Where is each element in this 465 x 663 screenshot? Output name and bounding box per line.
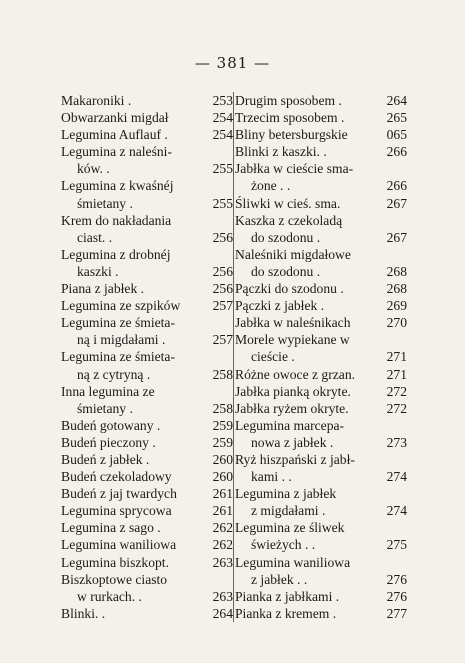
- entry-page-number: 258: [212, 366, 233, 382]
- index-entry: [235, 417, 409, 434]
- entry-page-number: 256: [212, 281, 233, 297]
- index-entry: [61, 571, 235, 588]
- entry-title: Śliwki w cieś. sma.: [235, 195, 341, 211]
- index-entry: [235, 451, 409, 468]
- entry-page-number: 263: [212, 554, 233, 570]
- index-entry: [235, 126, 409, 143]
- index-entry: [61, 246, 235, 263]
- index-entry: [61, 314, 235, 331]
- entry-title: Legumina z naleśni-: [61, 144, 172, 160]
- index-entry: [61, 160, 235, 177]
- index-entry: [61, 109, 235, 126]
- entry-title: Pianka z jabłkami .: [235, 588, 340, 604]
- entry-title: Legumina ze śmieta-: [61, 315, 175, 331]
- entry-title: Legumina waniliowa: [61, 537, 177, 553]
- index-entry: [61, 485, 235, 502]
- entry-title: Budeń gotowany .: [61, 417, 161, 433]
- index-entry: [235, 143, 409, 160]
- entry-title: z migdałami .: [251, 503, 326, 519]
- entry-title: Legumina z jabłek: [235, 486, 337, 502]
- index-entry: [235, 588, 409, 605]
- entry-page-number: 271: [386, 366, 407, 382]
- entry-title: Jabłka ryżem okryte.: [235, 400, 349, 416]
- index-entry: [61, 400, 235, 417]
- entry-page-number: 265: [386, 110, 407, 126]
- entry-page-number: 260: [212, 451, 233, 467]
- entry-page-number: 261: [212, 503, 233, 519]
- entry-page-number: 253: [212, 93, 233, 108]
- entry-title: Legumina waniliowa: [235, 554, 351, 570]
- index-entry: [61, 143, 235, 160]
- entry-title: do szodonu .: [251, 263, 321, 279]
- entry-title: śmietany .: [77, 400, 133, 416]
- index-entry: [235, 195, 409, 212]
- index-entry: [61, 417, 235, 434]
- entry-page-number: 261: [212, 486, 233, 502]
- entry-page-number: 254: [212, 110, 233, 126]
- index-entry: [61, 297, 235, 314]
- index-entry: [61, 468, 235, 485]
- entry-title: żone . .: [251, 178, 291, 194]
- index-entry: [61, 554, 235, 571]
- index-entry: [235, 177, 409, 194]
- index-entry: [235, 263, 409, 280]
- entry-title: Pianka z kremem .: [235, 605, 337, 621]
- index-entry: [61, 383, 235, 400]
- entry-page-number: 268: [386, 281, 407, 297]
- entry-title: Budeń czekoladowy: [61, 469, 172, 485]
- entry-page-number: 276: [386, 571, 407, 587]
- index-entry: [61, 536, 235, 553]
- index-entry: [235, 348, 409, 365]
- index-entry: [61, 263, 235, 280]
- entry-page-number: 255: [212, 161, 233, 177]
- entry-page-number: 254: [212, 127, 233, 143]
- entry-title: Pączki do szodonu .: [235, 281, 344, 297]
- entry-title: Jabłka pianką okryte.: [235, 383, 351, 399]
- index-entry: [235, 314, 409, 331]
- entry-title: Jabłka w cieście sma-: [235, 161, 354, 177]
- entry-page-number: 259: [212, 417, 233, 433]
- index-column-left: [61, 92, 235, 622]
- index-entry: [61, 331, 235, 348]
- entry-title: Budeń z jabłek .: [61, 451, 150, 467]
- entry-title: Krem do nakładania: [61, 212, 172, 228]
- entry-page-number: 264: [212, 605, 233, 621]
- index-entry: [235, 331, 409, 348]
- entry-page-number: 272: [386, 383, 407, 399]
- entry-title: Drugim sposobem .: [235, 93, 342, 108]
- entry-title: w rurkach. .: [77, 588, 142, 604]
- entry-page-number: 271: [386, 349, 407, 365]
- entry-title: Różne owoce z grzan.: [235, 366, 356, 382]
- entry-title: Legumina Auflauf .: [61, 127, 168, 143]
- index-entry: [61, 605, 235, 622]
- entry-page-number: 266: [386, 178, 407, 194]
- index-entry: [61, 195, 235, 212]
- index-entry: [235, 502, 409, 519]
- index-entry: [61, 366, 235, 383]
- entry-title: Morele wypiekane w: [235, 332, 350, 348]
- entry-page-number: 258: [212, 400, 233, 416]
- entry-title: Legumina z drobnéj: [61, 246, 171, 262]
- entry-title: Legumina marcepa-: [235, 417, 345, 433]
- entry-title: ków. .: [77, 161, 110, 177]
- entry-page-number: 266: [386, 144, 407, 160]
- index-entry: [235, 280, 409, 297]
- index-entry: [61, 434, 235, 451]
- entry-title: śmietany .: [77, 195, 133, 211]
- entry-page-number: 267: [386, 195, 407, 211]
- index-entry: [61, 229, 235, 246]
- entry-page-number: 273: [386, 434, 407, 450]
- entry-page-number: 262: [212, 537, 233, 553]
- entry-title: Legumina biszkopt.: [61, 554, 169, 570]
- index-entry: [235, 229, 409, 246]
- index-entry: [61, 92, 235, 109]
- entry-page-number: 269: [386, 298, 407, 314]
- page-number: — 381 —: [194, 54, 271, 72]
- index-entry: [61, 451, 235, 468]
- entry-title: Kaszka z czekoladą: [235, 212, 343, 228]
- entry-title: Pączki z jabłek .: [235, 298, 325, 314]
- index-entry: [235, 554, 409, 571]
- index-entry: [235, 536, 409, 553]
- entry-title: Piana z jabłek .: [61, 281, 145, 297]
- index-entry: [61, 348, 235, 365]
- entry-title: świeżych . .: [251, 537, 316, 553]
- entry-title: Blinki. .: [61, 605, 106, 621]
- entry-page-number: 262: [212, 520, 233, 536]
- entry-page-number: 276: [386, 588, 407, 604]
- index-column-right: [235, 92, 409, 622]
- entry-page-number: 263: [212, 588, 233, 604]
- index-entry: [61, 177, 235, 194]
- entry-title: Makaroniki .: [61, 93, 132, 108]
- index-entry: [235, 92, 409, 109]
- index-entry: [235, 366, 409, 383]
- index-entry: [235, 519, 409, 536]
- entry-title: Legumina z sago .: [61, 520, 161, 536]
- index-entry: [235, 605, 409, 622]
- entry-page-number: 267: [386, 229, 407, 245]
- entry-title: Blinki z kaszki. .: [235, 144, 327, 160]
- entry-title: ną i migdałami .: [77, 332, 166, 348]
- entry-page-number: 259: [212, 434, 233, 450]
- index-entry: [235, 571, 409, 588]
- index-entry: [61, 519, 235, 536]
- entry-page-number: 257: [212, 298, 233, 314]
- entry-page-number: 264: [386, 93, 407, 108]
- entry-page-number: 270: [386, 315, 407, 331]
- index-entry: [61, 588, 235, 605]
- index-entry: [61, 280, 235, 297]
- entry-page-number: 256: [212, 229, 233, 245]
- index-entry: [235, 383, 409, 400]
- entry-title: Jabłka w naleśnikach: [235, 315, 351, 331]
- entry-title: Legumina ze śliwek: [235, 520, 345, 536]
- index-entry: [61, 212, 235, 229]
- entry-title: kaszki .: [77, 263, 119, 279]
- index-entry: [235, 109, 409, 126]
- entry-page-number: 257: [212, 332, 233, 348]
- entry-page-number: 256: [212, 263, 233, 279]
- index-entry: [235, 160, 409, 177]
- entry-page-number: 065: [386, 127, 407, 143]
- entry-title: Legumina sprycowa: [61, 503, 172, 519]
- entry-page-number: 272: [386, 400, 407, 416]
- entry-title: Inna legumina ze: [61, 383, 155, 399]
- entry-title: Legumina ze śmieta-: [61, 349, 175, 365]
- entry-page-number: 277: [386, 605, 407, 621]
- entry-title: Bliny betersburgskie: [235, 127, 348, 143]
- column-divider: [233, 92, 234, 622]
- entry-page-number: 260: [212, 469, 233, 485]
- index-entry: [61, 126, 235, 143]
- entry-title: Legumina z kwaśnéj: [61, 178, 174, 194]
- entry-page-number: 268: [386, 263, 407, 279]
- entry-page-number: 274: [386, 469, 407, 485]
- entry-title: Budeń pieczony .: [61, 434, 156, 450]
- entry-title: Ryż hiszpański z jabł-: [235, 451, 355, 467]
- index-entry: [235, 400, 409, 417]
- index-entry: [235, 297, 409, 314]
- index-entry: [235, 246, 409, 263]
- entry-title: Naleśniki migdałowe: [235, 246, 351, 262]
- entry-title: cieście .: [251, 349, 295, 365]
- entry-title: Legumina ze szpików: [61, 298, 181, 314]
- entry-title: z jabłek . .: [251, 571, 308, 587]
- entry-title: nowa z jabłek .: [251, 434, 334, 450]
- index-entry: [235, 212, 409, 229]
- entry-title: Budeń z jaj twardych: [61, 486, 177, 502]
- entry-title: Biszkoptowe ciasto: [61, 571, 168, 587]
- entry-title: kami . .: [251, 469, 292, 485]
- entry-page-number: 255: [212, 195, 233, 211]
- entry-title: Trzecim sposobem .: [235, 110, 345, 126]
- entry-title: ną z cytryną .: [77, 366, 151, 382]
- index-entry: [235, 434, 409, 451]
- entry-title: ciast. .: [77, 229, 113, 245]
- entry-page-number: 274: [386, 503, 407, 519]
- entry-title: do szodonu .: [251, 229, 321, 245]
- index-entry: [61, 502, 235, 519]
- entry-page-number: 275: [386, 537, 407, 553]
- index-entry: [235, 468, 409, 485]
- index-entry: [235, 485, 409, 502]
- entry-title: Obwarzanki migdał: [61, 110, 169, 126]
